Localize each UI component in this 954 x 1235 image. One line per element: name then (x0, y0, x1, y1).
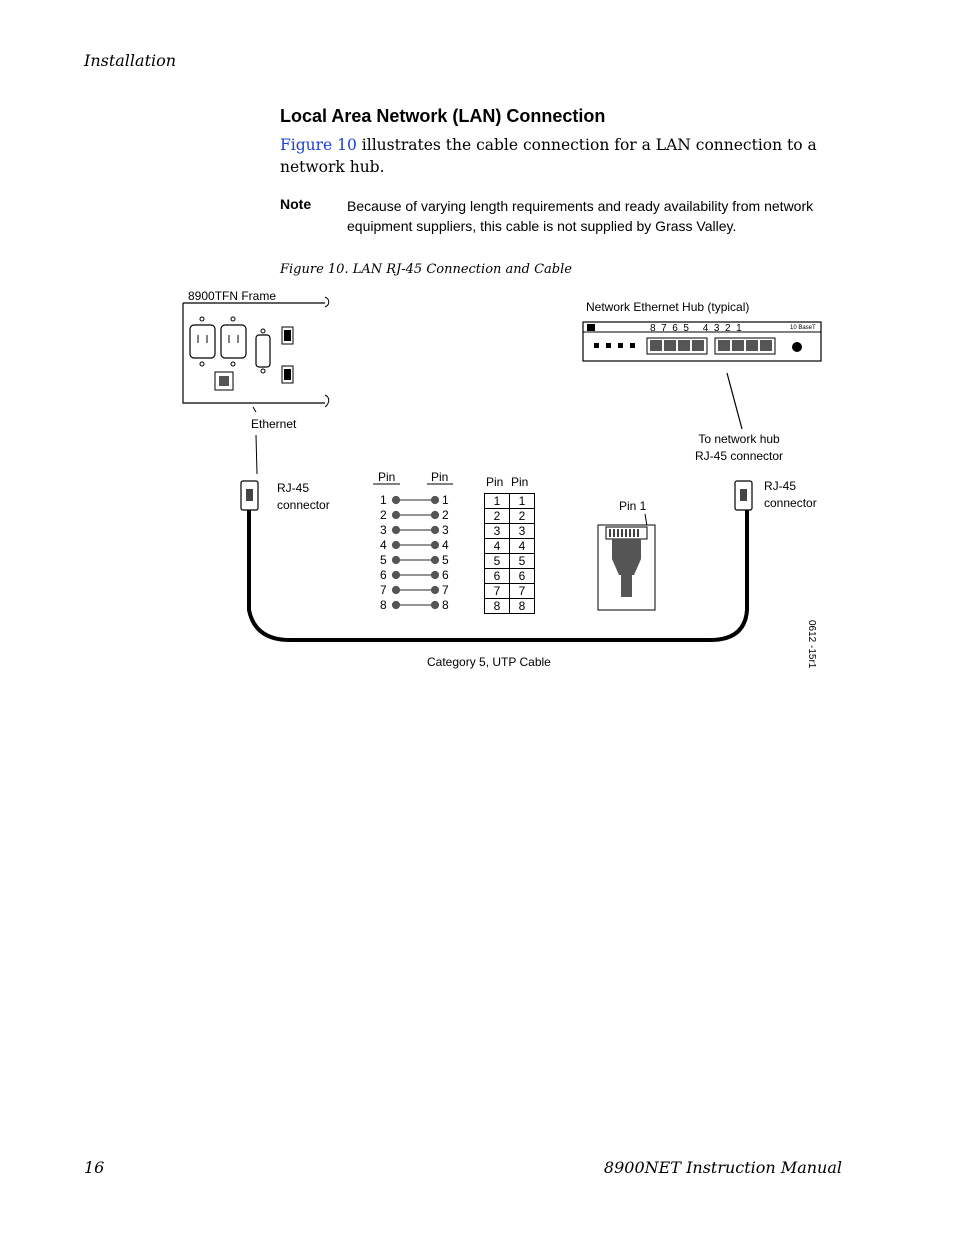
rj45-plug-closeup (598, 525, 655, 610)
cable-label: Category 5, UTP Cable (427, 655, 551, 669)
diagram-drawing (170, 285, 850, 685)
pin-number-right: 8 (442, 598, 449, 612)
pin-number-left: 8 (380, 598, 387, 612)
table-row: 4 4 (485, 539, 535, 554)
drawing-code: 0612 -15r1 (806, 620, 817, 669)
table-row: 1 1 (485, 494, 535, 509)
pin-number-right: 6 (442, 568, 449, 582)
hub-label: Network Ethernet Hub (typical) (586, 300, 750, 314)
pin-number-left: 6 (380, 568, 387, 582)
table-row: 2 2 (485, 509, 535, 524)
rj45-plug-right (735, 481, 752, 510)
to-hub-label: To network hub RJ-45 connector (695, 432, 784, 463)
pin-number-left: 4 (380, 538, 387, 552)
frame-rear-panel (183, 297, 329, 407)
section-title: Local Area Network (LAN) Connection (280, 106, 606, 126)
table-pin-header-right: Pin (511, 475, 529, 489)
pin-header-right: Pin (431, 470, 449, 484)
hub-baset-label: 10 BaseT (790, 325, 816, 331)
intro-text: illustrates the cable connection for a LAN connection to a network hub. (280, 136, 817, 176)
hub-port-numbers: 8 7 6 5 4 3 2 1 (650, 323, 742, 334)
pin-number-left: 3 (380, 523, 387, 537)
pin-header-left: Pin (378, 470, 396, 484)
pin-number-left: 2 (380, 508, 387, 522)
footer-manual-title: 8900NET Instruction Manual (603, 1158, 842, 1177)
footer-page-number: 16 (84, 1158, 105, 1177)
pin-number-left: 5 (380, 553, 387, 567)
figure-10-link[interactable]: Figure 10 (280, 136, 357, 154)
pin-number-right: 5 (442, 553, 449, 567)
note-text: Because of varying length requirements and ready availability from network equipment suppliers, this cable is not supplied by Grass Valley. (347, 198, 814, 234)
note-label: Note (280, 196, 312, 212)
table-row: 8 8 (485, 599, 535, 614)
table-row: 5 5 (485, 554, 535, 569)
frame-label: 8900TFN Frame (188, 289, 277, 303)
table-row: 3 3 (485, 524, 535, 539)
pin-number-right: 2 (442, 508, 449, 522)
ethernet-label: Ethernet (251, 417, 297, 431)
pin-number-right: 4 (442, 538, 449, 552)
pin-number-left: 1 (380, 493, 387, 507)
pin-number-right: 7 (442, 583, 449, 597)
intro-paragraph (280, 134, 820, 178)
pin-number-right: 3 (442, 523, 449, 537)
rj45-left-label: RJ-45 connector (277, 481, 330, 512)
running-header-section: Installation (84, 51, 177, 70)
pin-table (484, 493, 535, 614)
table-pin-header-left: Pin (486, 475, 504, 489)
rj45-plug-left (241, 481, 258, 510)
rj45-right-label: RJ-45 connector (764, 479, 817, 510)
pin1-label: Pin 1 (619, 499, 647, 513)
lan-connection-diagram (170, 285, 850, 685)
table-row: 6 6 (485, 569, 535, 584)
figure-caption: Figure 10. LAN RJ-45 Connection and Cable (280, 262, 572, 277)
pin-number-right: 1 (442, 493, 449, 507)
table-row: 7 7 (485, 584, 535, 599)
pin-number-left: 7 (380, 583, 387, 597)
